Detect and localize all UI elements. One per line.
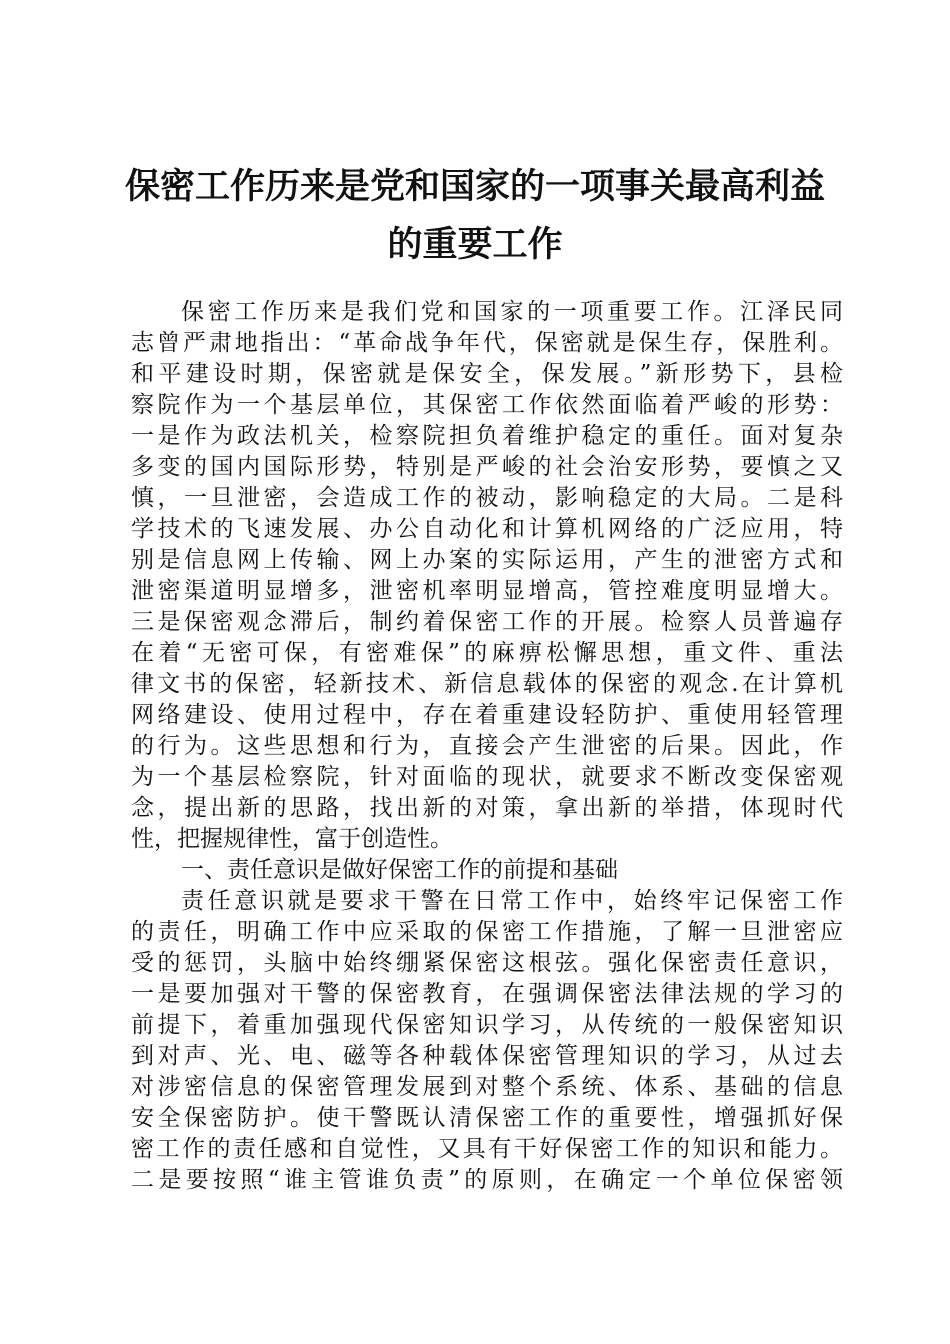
- paragraph-line: 前提下，着重加强现代保密知识学习，从传统的一般保密知识: [131, 1012, 843, 1038]
- paragraph-line: 对涉密信息的保密管理发展到对整个系统、体系、基础的信息: [131, 1074, 843, 1100]
- paragraph-line: 为一个基层检察院，针对面临的现状，就要求不断改变保密观: [131, 764, 843, 790]
- title-line-2: 的重要工作: [387, 225, 563, 265]
- paragraph-line: 二是要按照“谁主管谁负责”的原则，在确定一个单位保密领: [131, 1167, 843, 1193]
- paragraph-line: 保密工作历来是我们党和国家的一项重要工作。江泽民同: [181, 299, 843, 325]
- paragraph-line: 安全保密防护。使干警既认清保密工作的重要性，增强抓好保: [131, 1105, 843, 1131]
- paragraph-line: 一是要加强对干警的保密教育，在强调保密法律法规的学习的: [131, 981, 843, 1007]
- paragraph-line: 责任意识就是要求干警在日常工作中，始终牢记保密工作: [181, 888, 843, 914]
- section-heading: 一、责任意识是做好保密工作的前提和基础: [181, 857, 618, 883]
- paragraph-line: 一是作为政法机关，检察院担负着维护稳定的重任。面对复杂: [131, 423, 843, 449]
- paragraph-line: 念，提出新的思路，找出新的对策，拿出新的举措，体现时代: [131, 795, 843, 821]
- paragraph-line: 的责任，明确工作中应采取的保密工作措施，了解一旦泄密应: [131, 919, 843, 945]
- document-body: [131, 297, 843, 1196]
- paragraph-line: 别是信息网上传输、网上办案的实际运用，产生的泄密方式和: [131, 547, 843, 573]
- paragraph-line: 受的惩罚，头脑中始终绷紧保密这根弦。强化保密责任意识，: [131, 950, 843, 976]
- paragraph-line: 律文书的保密，轻新技术、新信息载体的保密的观念.在计算机: [131, 671, 843, 697]
- document-title: [100, 158, 850, 274]
- paragraph-line: 到对声、光、电、磁等各种载体保密管理知识的学习，从过去: [131, 1043, 843, 1069]
- title-line-1: 保密工作历来是党和国家的一项事关最高利益: [124, 167, 825, 207]
- paragraph-line: 泄密渠道明显增多，泄密机率明显增高，管控难度明显增大。: [131, 578, 843, 604]
- paragraph-line: 学技术的飞速发展、办公自动化和计算机网络的广泛应用，特: [131, 516, 843, 542]
- paragraph-line: 志曾严肃地指出：“革命战争年代，保密就是保生存，保胜利。: [131, 330, 843, 356]
- paragraph-line: 三是保密观念滞后，制约着保密工作的开展。检察人员普遍存: [131, 609, 843, 635]
- paragraph-line: 和平建设时期，保密就是保安全，保发展。”新形势下，县检: [131, 361, 843, 387]
- paragraph-line: 网络建设、使用过程中，存在着重建设轻防护、重使用轻管理: [131, 702, 843, 728]
- paragraph-line: 性，把握规律性，富于创造性。: [131, 826, 453, 852]
- paragraph-line: 的行为。这些思想和行为，直接会产生泄密的后果。因此，作: [131, 733, 843, 759]
- paragraph-line: 在着“无密可保，有密难保”的麻痹松懈思想，重文件、重法: [131, 640, 843, 666]
- paragraph-line: 慎，一旦泄密，会造成工作的被动，影响稳定的大局。二是科: [131, 485, 843, 511]
- paragraph-line: 察院作为一个基层单位，其保密工作依然面临着严峻的形势：: [131, 392, 843, 418]
- paragraph-line: 密工作的责任感和自觉性，又具有干好保密工作的知识和能力。: [131, 1136, 843, 1162]
- paragraph-line: 多变的国内国际形势，特别是严峻的社会治安形势，要慎之又: [131, 454, 843, 480]
